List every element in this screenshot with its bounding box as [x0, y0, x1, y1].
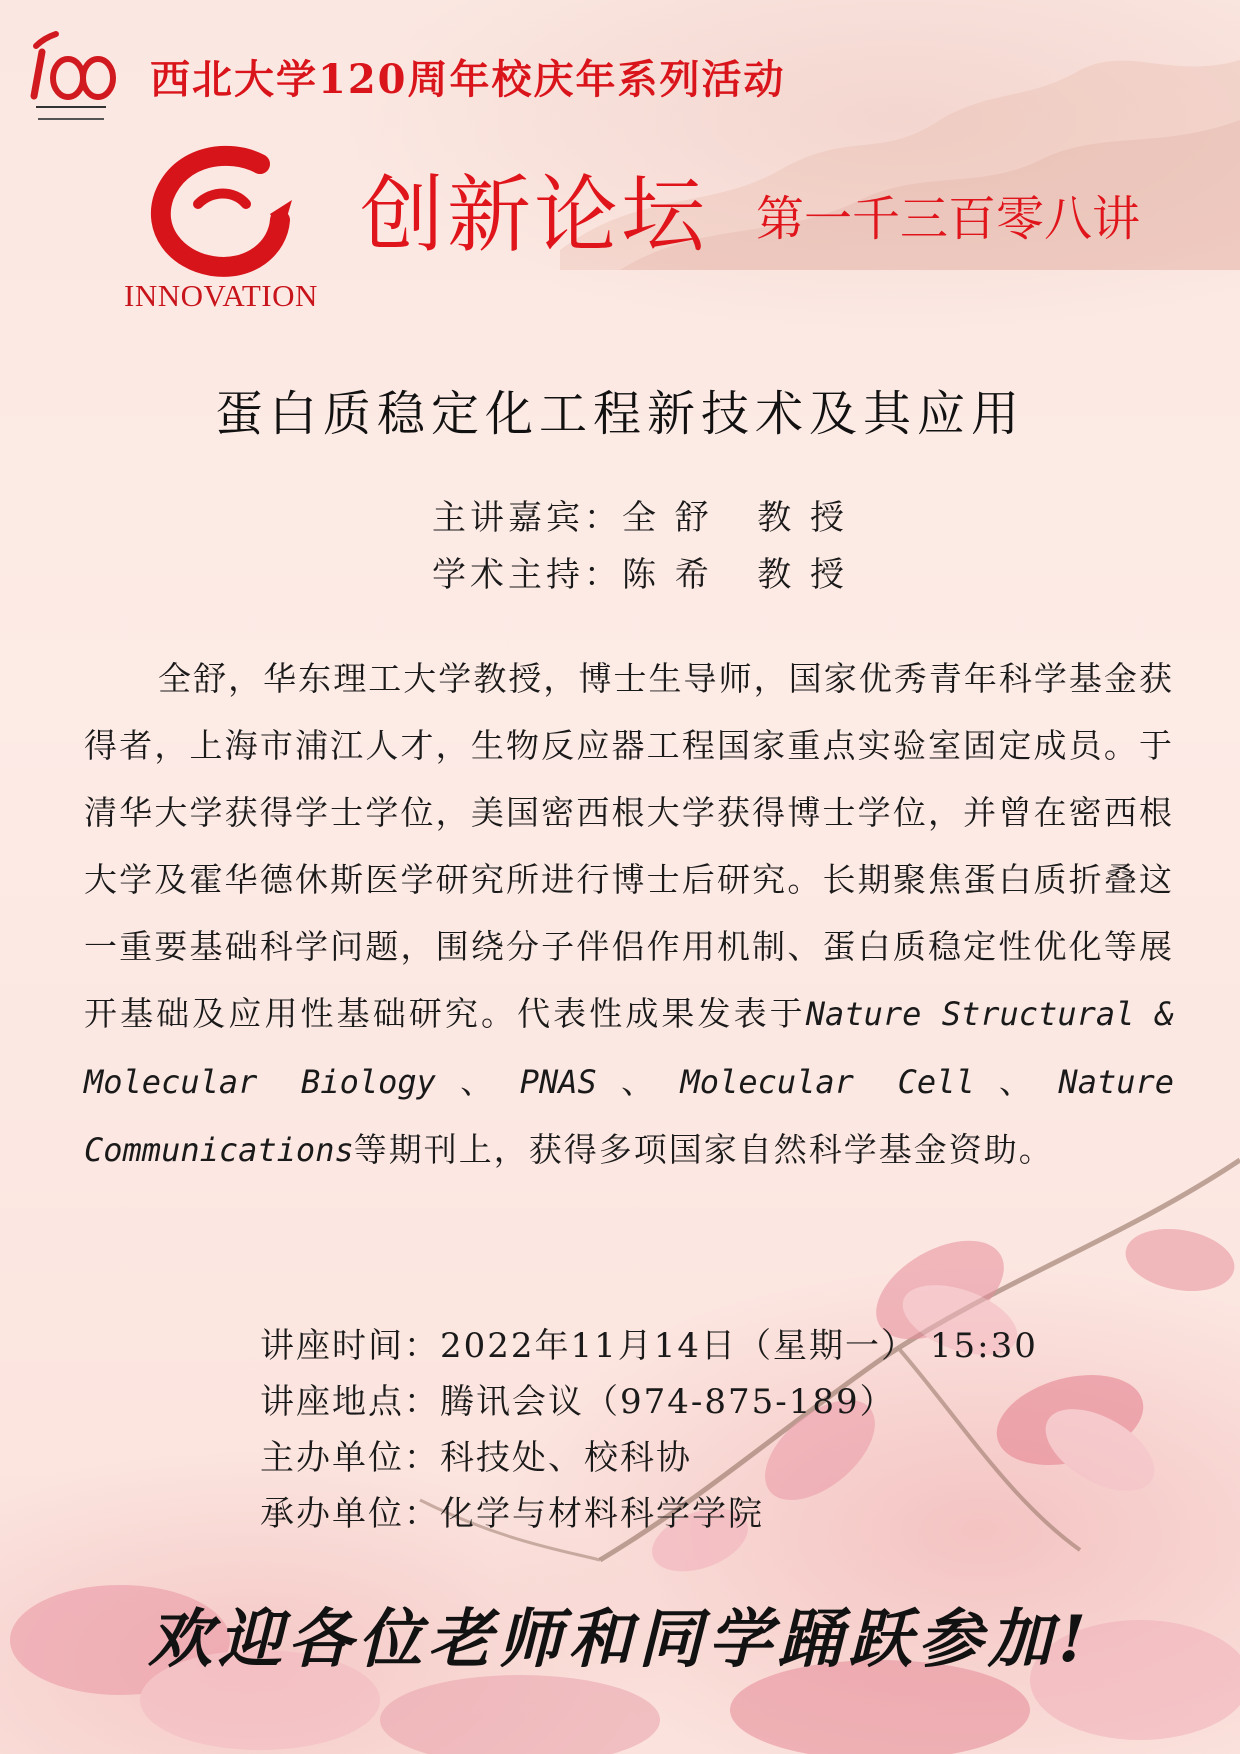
innovation-logo-text: INNOVATION	[124, 278, 318, 313]
organizer-value: 科技处、校科协	[440, 1438, 692, 1478]
speaker-label: 主讲嘉宾：	[432, 498, 622, 538]
journal-name: PNAS	[519, 1063, 597, 1101]
journal-name: Nature Structural & Molecular Biology	[84, 995, 1175, 1101]
host-title: 教 授	[757, 555, 849, 595]
lecture-place-label: 讲座地点：	[260, 1382, 440, 1422]
speaker-name: 全 舒	[622, 498, 713, 538]
bio-separator: 、	[974, 1062, 1059, 1101]
host-unit-value: 化学与材料科学学院	[440, 1494, 764, 1534]
lecture-place-row	[260, 1374, 1038, 1430]
lecture-number: 第一千三百零八讲	[756, 191, 1141, 247]
speaker-row	[432, 490, 848, 547]
journal-name: Nature Communications	[84, 1063, 1175, 1169]
bio-text-part1: 全舒，华东理工大学教授，博士生导师，国家优秀青年科学基金获得者，上海市浦江人才，生物反应器工程国家重点实验室固定成员。于清华大学获得学士学位，美国密西根大学获得博士学位，并曾在密西根大学及霍华德休斯医学研究所进行博士后研究。长期聚焦蛋白质折叠这一重要基础科学问题，围绕分子伴侣作用机制、蛋白质稳定性优化等展开基础及应用性基础研究。代表性成果发表于	[84, 659, 1174, 1033]
lecture-info-block	[260, 1318, 1038, 1542]
lecture-time-row	[260, 1318, 1038, 1374]
lecture-place-value: 腾讯会议（974-875-189）	[440, 1382, 896, 1422]
host-row	[432, 547, 848, 604]
host-unit-label: 承办单位：	[260, 1494, 440, 1534]
organizer-row	[260, 1430, 1038, 1486]
forum-name: 创新论坛	[360, 166, 709, 264]
organizer-label: 主办单位：	[260, 1438, 440, 1478]
lecture-time-label: 讲座时间：	[260, 1326, 440, 1366]
lecture-time-value: 2022年11月14日（星期一） 15:30	[440, 1326, 1038, 1366]
university-120-anniversary-logo	[24, 22, 120, 134]
lecture-title: 蛋白质稳定化工程新技术及其应用	[214, 386, 1025, 442]
host-label: 学术主持：	[432, 555, 622, 595]
series-event-title: 西北大学120周年校庆年系列活动	[150, 56, 786, 103]
speaker-title: 教 授	[757, 498, 849, 538]
speaker-host-block	[432, 490, 848, 604]
journal-name: Molecular Cell	[680, 1063, 975, 1101]
bio-separator: 、	[596, 1062, 681, 1101]
bio-text-part2: 等期刊上，获得多项国家自然科学基金资助。	[353, 1130, 1054, 1169]
host-name: 陈 希	[622, 555, 713, 595]
speaker-biography	[84, 645, 1174, 1184]
welcome-message: 欢迎各位老师和同学踊跃参加!	[147, 1602, 1093, 1677]
bio-separator: 、	[435, 1062, 520, 1101]
host-unit-row	[260, 1486, 1038, 1542]
